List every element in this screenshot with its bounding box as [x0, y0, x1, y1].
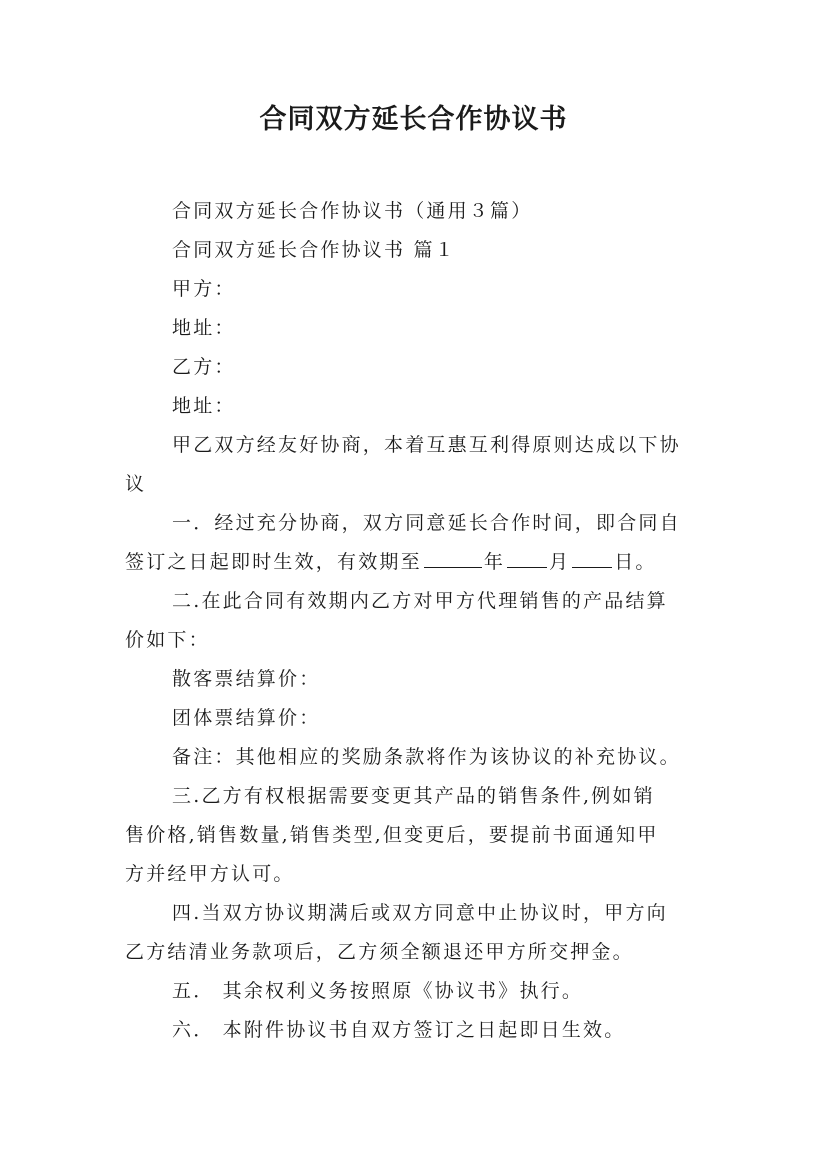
document-title: 合同双方延长合作协议书	[259, 104, 568, 135]
month-label: 月	[549, 551, 571, 573]
party-a-address-label: 地址：	[172, 317, 236, 339]
clause-4-line-1: 四.当双方协议期满后或双方同意中止协议时，甲方向	[172, 902, 668, 924]
clause-3-line-2: 售价格,销售数量,销售类型,但变更后，要提前书面通知甲	[125, 824, 659, 846]
preamble-line-1: 甲乙双方经友好协商，本着互惠互利得原则达成以下协	[172, 434, 681, 456]
month-blank	[507, 543, 547, 568]
clause-3-line-1: 三.乙方有权根据需要变更其产品的销售条件,例如销	[172, 785, 655, 807]
year-label: 年	[483, 551, 506, 573]
group-ticket-price: 团体票结算价：	[172, 707, 321, 729]
clause-1-line-1: 一．经过充分协商，双方同意延长合作时间，即合同自	[172, 512, 681, 534]
clause-1-text: 签订之日起即时生效，有效期至	[125, 551, 422, 573]
day-label: 日。	[614, 551, 657, 573]
day-blank	[572, 543, 612, 568]
party-a-label: 甲方：	[172, 278, 236, 300]
section-heading: 合同双方延长合作协议书 篇１	[172, 239, 456, 261]
clause-2-line-1: 二.在此合同有效期内乙方对甲方代理销售的产品结算	[172, 590, 668, 612]
clause-4-line-2: 乙方结清业务款项后，乙方须全额退还甲方所交押金。	[125, 941, 634, 963]
clause-3-line-3: 方并经甲方认可。	[125, 863, 295, 885]
remark-line: 备注：其他相应的奖励条款将作为该协议的补充协议。	[172, 746, 681, 768]
clause-1-line-2	[125, 543, 715, 582]
party-b-label: 乙方：	[172, 356, 236, 378]
clause-2-line-2: 价如下：	[125, 629, 210, 651]
year-blank	[424, 543, 482, 568]
document-body	[125, 192, 715, 1050]
clause-5: 五． 其余权利义务按照原《协议书》执行。	[172, 980, 584, 1002]
preamble-line-2: 议	[125, 473, 147, 495]
subtitle-collection: 合同双方延长合作协议书（通用３篇）	[172, 200, 533, 222]
individual-ticket-price: 散客票结算价：	[172, 668, 321, 690]
party-b-address-label: 地址：	[172, 395, 236, 417]
clause-6: 六． 本附件协议书自双方签订之日起即日生效。	[172, 1019, 626, 1041]
